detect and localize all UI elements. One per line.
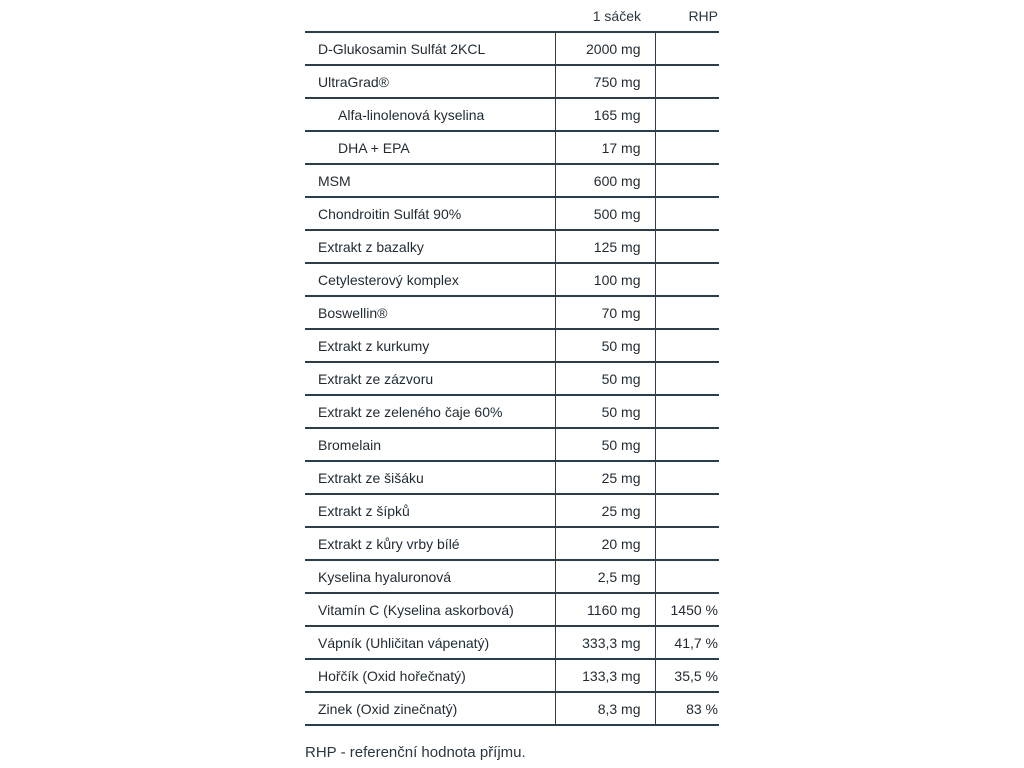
table-row [305, 131, 719, 164]
ingredient-name: Extrakt z šípků [305, 494, 555, 527]
table-row [305, 32, 719, 65]
ingredient-rhp [655, 395, 719, 428]
ingredient-name: Hořčík (Oxid hořečnatý) [305, 659, 555, 692]
table-row [305, 494, 719, 527]
ingredient-rhp [655, 527, 719, 560]
ingredient-name: Boswellin® [305, 296, 555, 329]
ingredient-name: Cetylesterový komplex [305, 263, 555, 296]
ingredient-name: Zinek (Oxid zinečnatý) [305, 692, 555, 725]
ingredient-amount: 133,3 mg [555, 659, 655, 692]
table-row [305, 197, 719, 230]
ingredient-name: Vápník (Uhličitan vápenatý) [305, 626, 555, 659]
ingredient-rhp [655, 230, 719, 263]
header-name [305, 0, 555, 32]
ingredient-rhp [655, 263, 719, 296]
ingredient-rhp [655, 197, 719, 230]
ingredient-name: Alfa-linolenová kyselina [305, 98, 555, 131]
ingredient-name: Extrakt ze zázvoru [305, 362, 555, 395]
table-row [305, 560, 719, 593]
table-row [305, 527, 719, 560]
ingredient-rhp [655, 560, 719, 593]
ingredient-name: Chondroitin Sulfát 90% [305, 197, 555, 230]
table-row [305, 230, 719, 263]
ingredient-amount: 50 mg [555, 395, 655, 428]
ingredient-name: Kyselina hyaluronová [305, 560, 555, 593]
ingredient-amount: 20 mg [555, 527, 655, 560]
header-amount: 1 sáček [555, 0, 655, 32]
ingredient-rhp [655, 362, 719, 395]
ingredient-amount: 100 mg [555, 263, 655, 296]
ingredient-amount: 125 mg [555, 230, 655, 263]
ingredient-name: UltraGrad® [305, 65, 555, 98]
ingredient-amount: 750 mg [555, 65, 655, 98]
nutrition-table-container [305, 0, 719, 726]
ingredient-amount: 600 mg [555, 164, 655, 197]
ingredient-amount: 2000 mg [555, 32, 655, 65]
ingredient-amount: 25 mg [555, 461, 655, 494]
ingredient-name: Vitamín C (Kyselina askorbová) [305, 593, 555, 626]
ingredient-name: Extrakt ze šišáku [305, 461, 555, 494]
ingredient-rhp [655, 461, 719, 494]
rhp-footnote: RHP - referenční hodnota příjmu. [305, 744, 526, 761]
ingredient-rhp: 41,7 % [655, 626, 719, 659]
ingredient-amount: 333,3 mg [555, 626, 655, 659]
table-row [305, 263, 719, 296]
ingredient-rhp [655, 164, 719, 197]
ingredient-amount: 25 mg [555, 494, 655, 527]
table-row [305, 164, 719, 197]
ingredient-name: Extrakt z kurkumy [305, 329, 555, 362]
header-row [305, 0, 719, 32]
ingredient-rhp: 35,5 % [655, 659, 719, 692]
ingredient-rhp [655, 65, 719, 98]
ingredient-amount: 50 mg [555, 329, 655, 362]
ingredient-name: Extrakt ze zeleného čaje 60% [305, 395, 555, 428]
ingredient-name: Extrakt z bazalky [305, 230, 555, 263]
ingredient-rhp [655, 329, 719, 362]
table-row [305, 395, 719, 428]
ingredient-rhp [655, 494, 719, 527]
table-header [305, 0, 719, 32]
ingredient-name: DHA + EPA [305, 131, 555, 164]
table-row [305, 98, 719, 131]
ingredient-name: D-Glukosamin Sulfát 2KCL [305, 32, 555, 65]
table-row [305, 296, 719, 329]
ingredient-amount: 500 mg [555, 197, 655, 230]
table-row [305, 428, 719, 461]
ingredient-rhp [655, 131, 719, 164]
ingredient-amount: 50 mg [555, 428, 655, 461]
ingredient-rhp [655, 296, 719, 329]
table-row [305, 329, 719, 362]
ingredient-name: Bromelain [305, 428, 555, 461]
table-row [305, 692, 719, 725]
ingredient-amount: 8,3 mg [555, 692, 655, 725]
ingredient-rhp [655, 428, 719, 461]
table-row [305, 659, 719, 692]
header-rhp: RHP [655, 0, 719, 32]
table-row [305, 626, 719, 659]
table-body [305, 32, 719, 725]
ingredient-amount: 1160 mg [555, 593, 655, 626]
table-row [305, 362, 719, 395]
table-row [305, 461, 719, 494]
ingredient-rhp: 1450 % [655, 593, 719, 626]
nutrition-table [305, 0, 719, 726]
ingredient-amount: 50 mg [555, 362, 655, 395]
table-row [305, 593, 719, 626]
ingredient-amount: 165 mg [555, 98, 655, 131]
ingredient-amount: 17 mg [555, 131, 655, 164]
ingredient-name: Extrakt z kůry vrby bílé [305, 527, 555, 560]
ingredient-name: MSM [305, 164, 555, 197]
table-row [305, 65, 719, 98]
ingredient-rhp [655, 98, 719, 131]
ingredient-rhp [655, 32, 719, 65]
ingredient-amount: 70 mg [555, 296, 655, 329]
ingredient-rhp: 83 % [655, 692, 719, 725]
ingredient-amount: 2,5 mg [555, 560, 655, 593]
